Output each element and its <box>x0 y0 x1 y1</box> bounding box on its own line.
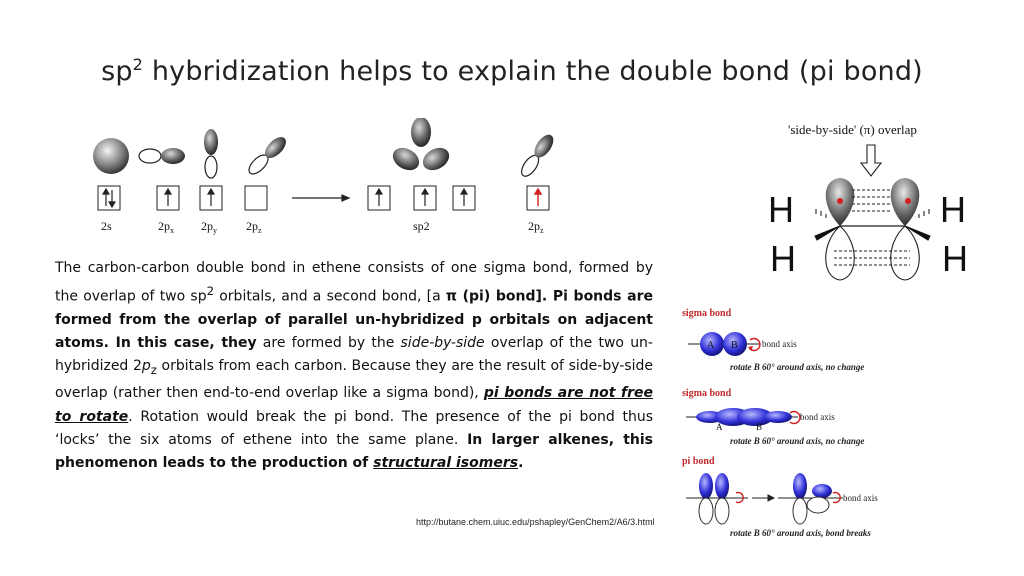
label-result-2pz: $2p_z$ <box>528 219 544 235</box>
2px-orbital-lobes <box>139 148 185 164</box>
sigma1-caption: rotate B 60° around axis, no change <box>730 362 865 372</box>
sigma2-orbitals <box>686 408 800 432</box>
label-2px: $2p_x$ <box>158 219 174 235</box>
left-lower-p-lobe <box>826 226 855 280</box>
sigma-bond-heading-1: sigma bond <box>682 308 732 319</box>
pi-overlap-dashes-top <box>852 190 892 211</box>
label-2s: 2s <box>101 219 112 233</box>
sigma-bond-heading-2: sigma bond <box>682 388 732 399</box>
h-atom-lower-left: H <box>770 238 796 279</box>
label-sp2: sp2 <box>413 219 430 233</box>
overlap-caption: 'side-by-side' (π) overlap <box>788 122 917 137</box>
sigma2-caption: rotate B 60° around axis, no change <box>730 436 865 446</box>
sp2-trigonal-lobes <box>389 118 453 175</box>
slide-title: $sp^2$ hybridization helps to explain the double bond (pi bond) <box>101 55 923 87</box>
source-url[interactable]: http://butane.chem.uiuc.edu/pshapley/GenChem2/A6/3.html <box>416 517 655 527</box>
electron-box-2pz <box>245 186 267 210</box>
sigma1-atoms <box>688 332 760 356</box>
orbital-hybridization-diagram <box>80 118 580 248</box>
svg-text:A: A <box>716 422 723 432</box>
2pz-orbital-lobes <box>245 133 290 178</box>
svg-text:B: B <box>731 340 738 351</box>
h-atom-lower-right: H <box>942 238 968 279</box>
bond-rotation-panel <box>678 302 918 552</box>
label-2py: $2p_y$ <box>201 219 217 235</box>
label-2pz: $2p_z$ <box>246 219 262 235</box>
pi-before-orbitals <box>686 473 748 524</box>
svg-text:B: B <box>756 422 763 432</box>
emphasis-not-free-to-rotate: pi bonds are not free to rotate <box>55 385 654 425</box>
right-upper-p-lobe <box>891 178 920 226</box>
sigma1-axis-label: bond axis <box>762 339 797 349</box>
ethene-pi-overlap-diagram <box>760 118 975 288</box>
2s-orbital-sphere <box>93 138 129 174</box>
right-lower-p-lobe <box>891 226 920 280</box>
sigma2-axis-label: bond axis <box>800 412 835 422</box>
h-atom-upper-right: H <box>940 189 966 230</box>
pi-axis-label: bond axis <box>843 493 878 503</box>
pi-transition-arrow <box>752 495 774 501</box>
result-2pz-orbital-lobes <box>518 132 558 180</box>
svg-text:A: A <box>707 340 715 351</box>
left-carbon-dot <box>837 198 843 204</box>
2py-orbital-lobes <box>204 129 218 178</box>
emphasis-structural-isomers: structural isomers <box>373 455 519 472</box>
explanation-paragraph: The carbon-carbon double bond in ethene consists of one sigma bond, formed by the overlap of two $sp^2$ orbitals, and a second bond, [a π (pi) bond]. Pi bonds are formed from the overlap of parallel un-hybridized p orbitals on adjacent atoms. In this case, they are formed by the side-by-side overlap of the two un-hybridized $2p_z$ orbitals from each carbon. Because they are the result of side-by-side overlap (rather then end-to-end overlap like a sigma bond), pi bonds are not free to rotate. Rotation would break the pi bond. The presence of the pi bond thus ‘locks’ the six atoms of ethene into the same plane. In larger alkenes, this phenomenon leads to the production of structural isomers. <box>55 260 654 472</box>
pi-bond-heading: pi bond <box>682 456 715 467</box>
hybridization-arrow <box>292 195 349 201</box>
h-atom-upper-left: H <box>768 189 794 230</box>
overlap-pointer-arrow <box>861 145 881 176</box>
right-carbon-dot <box>905 198 911 204</box>
pi-caption: rotate B 60° around axis, bond breaks <box>730 528 871 538</box>
pi-after-orbitals <box>778 473 843 524</box>
electron-box-2s <box>98 186 120 210</box>
